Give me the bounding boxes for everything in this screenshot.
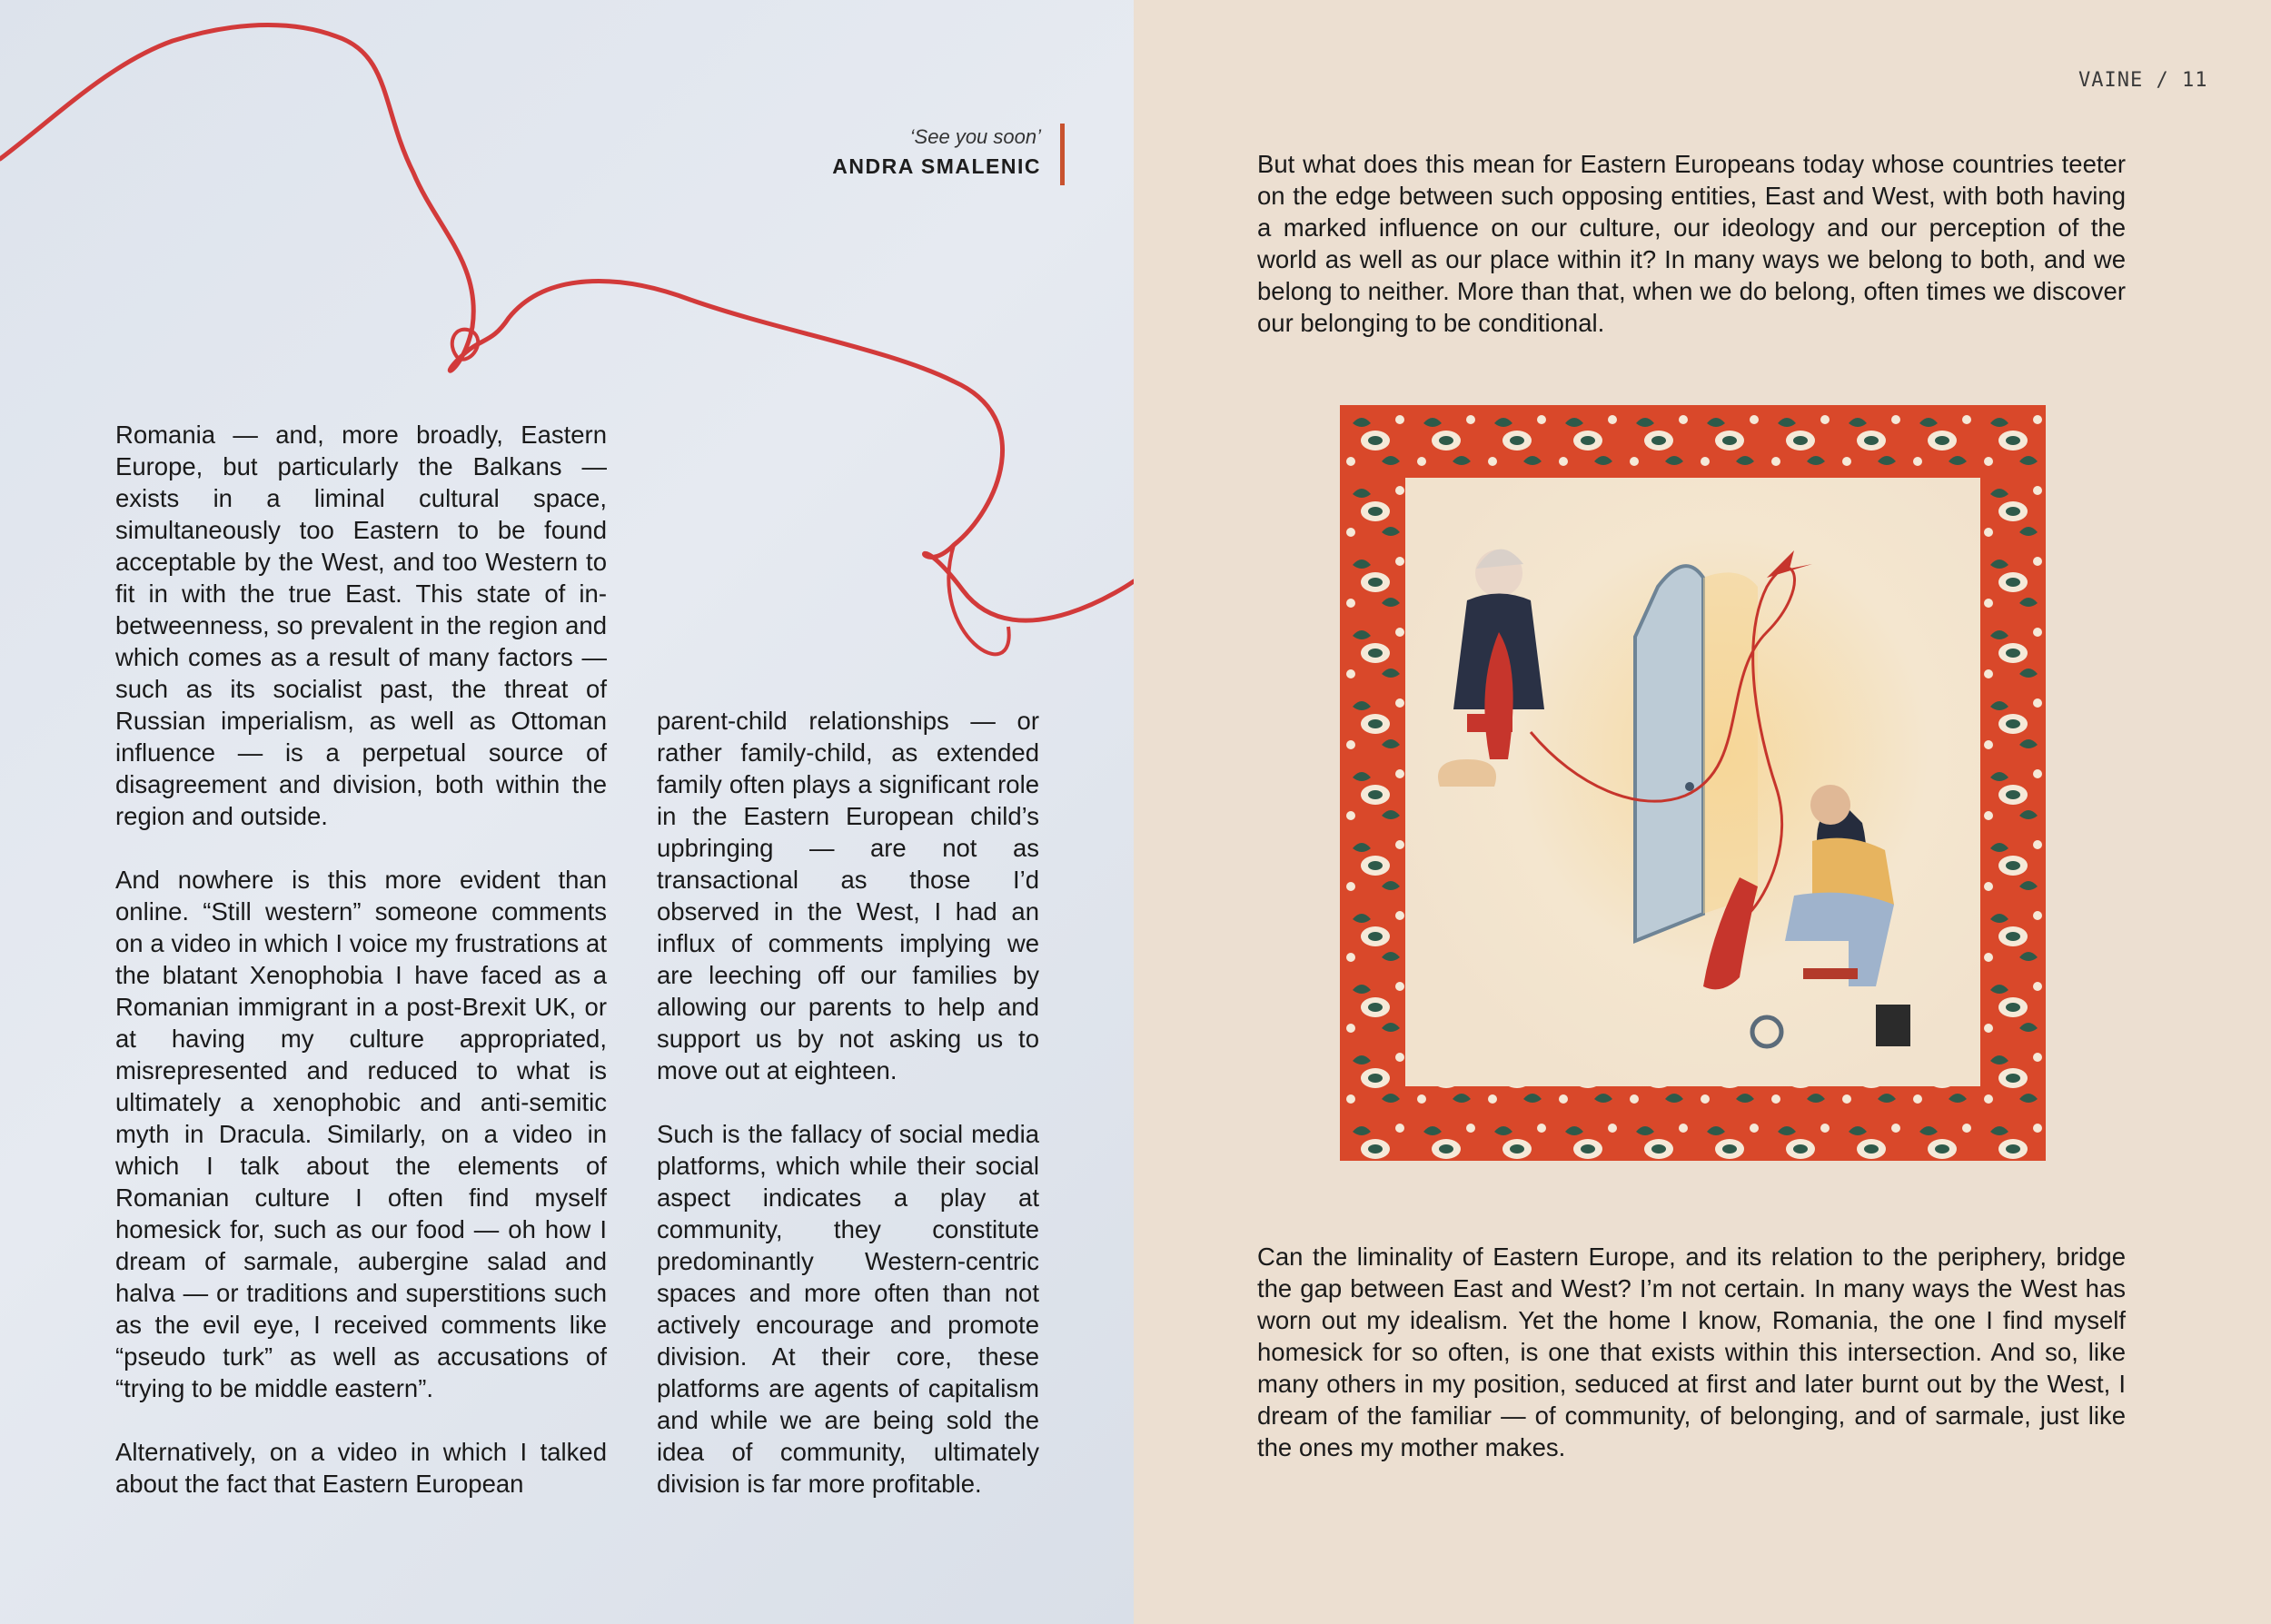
- photo-frame-icon: [1876, 1005, 1910, 1046]
- paragraph: Alternatively, on a video in which I talked about the fact that Eastern European: [115, 1438, 607, 1498]
- rotary-phone-icon: [1438, 759, 1496, 787]
- paragraph: And nowhere is this more evident than online. “Still western” someone comments on a video in which I voice my frustrations at the blatant Xenophobia I have faced as a Romanian immigrant in a post-Brexit UK, or at having my culture appropriated, misrepresented and reduced to what is ultimately a xenophobic and anti-semitic myth in Dracula. Similarly, on a video in which I talk about the elements of Romanian culture I often find myself homesick for, such as our food — oh how I dream of sarmale, aubergine salad and halva — or traditions and superstitions such as the evil eye, I received comments like “pseudo turk” as well as accusations of “trying to be middle eastern”.: [115, 866, 607, 1402]
- page-folio: VAINE / 11: [2078, 69, 2208, 92]
- middle-text-column: [657, 705, 1039, 1500]
- author-name: ANDRA SMALENIC: [832, 154, 1041, 178]
- byline: [701, 124, 1065, 182]
- right-bottom-text: [1257, 1241, 2126, 1463]
- paragraph: Can the liminality of Eastern Europe, and its relation to the periphery, bridge the gap between East and West? I’m not certain. In many ways the West has worn out my idealism. Yet the home I know, Romania, the one I find myself homesick for so often, is one that exists within this intersection. And so, like many others in my position, seduced at first and later burnt out by the West, I dream of the familiar — of community, of belonging, and of sarmale, just like the ones my mother makes.: [1257, 1243, 2126, 1461]
- paragraph: parent-child relationships — or rather family-child, as extended family often plays a significant role in the Eastern European child’s upbringing — are not as transactional as those I’d observed in the West, I had an influx of comments implying we are leeching off our families by allowing our parents to help and support us by not asking us to move out at eighteen.: [657, 707, 1039, 1084]
- illustration-svg: [1340, 405, 2046, 1161]
- paragraph: Such is the fallacy of social media platforms, which while their social aspect indicates a play at community, they constitute predominantly Western-centric spaces and more often than not actively encourage and promote division. At their core, these platforms are agents of capitalism and while we are being sold the idea of community, ultimately division is far more profitable.: [657, 1120, 1039, 1498]
- byline-accent-rule: [1060, 124, 1065, 185]
- folk-frame-illustration: [1340, 405, 2046, 1161]
- right-top-text: [1257, 148, 2126, 339]
- article-subtitle: ‘See you soon’: [909, 125, 1041, 148]
- paragraph: But what does this mean for Eastern Europeans today whose countries teeter on the edge between such opposing entities, East and West, with both having a marked influence on our culture, our ideology and our perception of the world as well as our place within it? In many ways we belong to both, and we belong to neither. More than that, when we do belong, often times we discover our belonging to be conditional.: [1257, 150, 2126, 337]
- left-page: [0, 0, 1134, 1624]
- paragraph: Romania — and, more broadly, Eastern Europe, but particularly the Balkans — exists in a liminal cultural space, simultaneously too Eastern to be found acceptable by the West, and too Western to fit in with the true East. This state of in-betweenness, so prevalent in the region and which comes as a result of many factors — such as its socialist past, the threat of Russian imperialism, as well as Ottoman influence — is a perpetual source of disagreement and division, both within the region and outside.: [115, 421, 607, 830]
- left-text-column: [115, 419, 607, 1500]
